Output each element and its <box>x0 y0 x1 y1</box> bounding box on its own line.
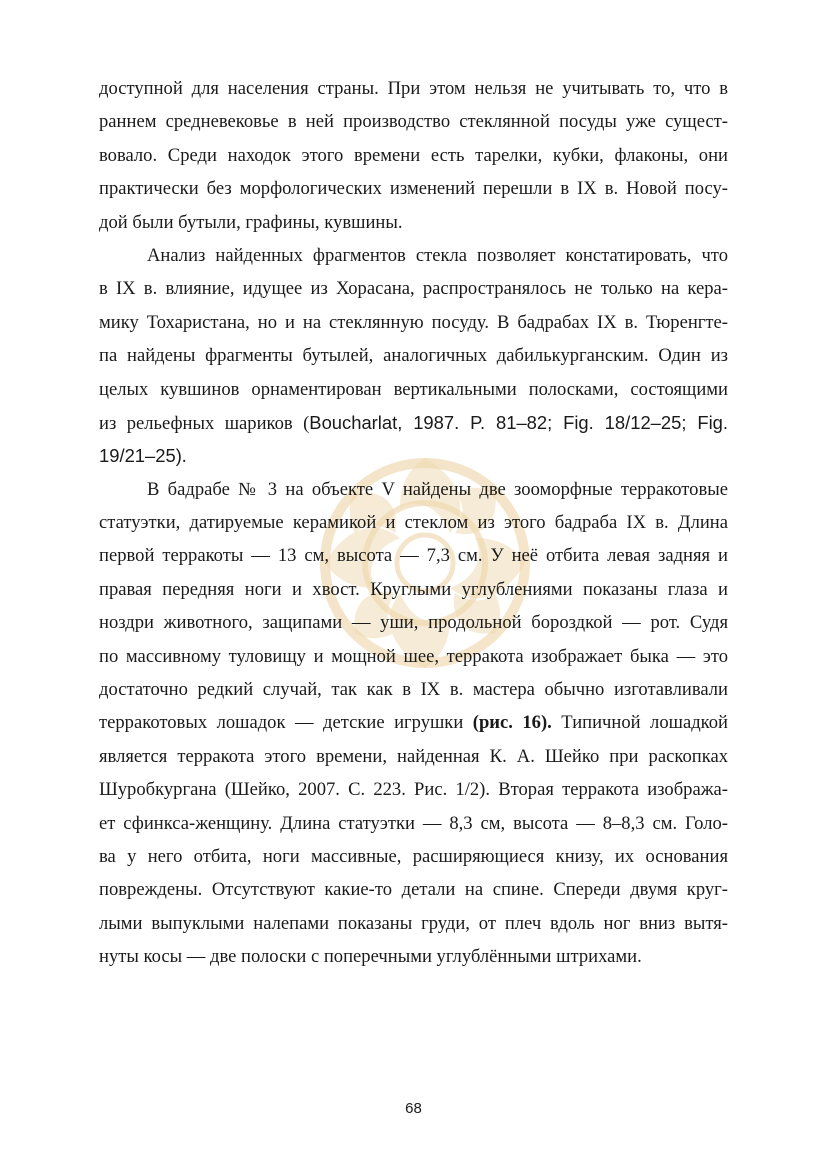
text-line: В бадрабе № 3 на объекте V найдены две зооморфные терракотовые <box>147 478 728 500</box>
text-line: правая передняя ноги и хвост. Круглыми углублениями показаны глаза и <box>99 578 728 600</box>
text-line <box>99 406 728 439</box>
text-line: мику Тохаристана, но и на стеклянную посуду. В бадрабах IX в. Тюренгте- <box>99 311 728 333</box>
text-line: ет сфинкса-женщину. Длина статуэтки — 8,3 см, высота — 8–8,3 см. Голо- <box>99 812 728 834</box>
figure-reference: (рис. 16). <box>472 712 552 734</box>
text-line: целых кувшинов орнаментирован вертикальными полосками, состоящими <box>99 378 728 400</box>
page-number: 68 <box>405 1100 422 1117</box>
text-segment: Типичной лошадкой <box>551 712 729 734</box>
text-line <box>99 439 728 472</box>
text-line: повреждены. Отсутствуют какие-то детали на спине. Спереди двумя круг- <box>99 879 728 901</box>
text-line: вовало. Среди находок этого времени есть тарелки, кубки, флаконы, они <box>99 144 728 166</box>
text-segment: . <box>181 446 187 468</box>
text-line: дой были бутыли, графины, кувшины. <box>99 211 403 233</box>
text-segment: из рельефных шариков ( <box>99 412 310 434</box>
text-line: па найдены фрагменты бутылей, аналогичных дабилькурганским. Один из <box>99 345 728 367</box>
text-line: Анализ найденных фрагментов стекла позволяет констатировать, что <box>147 244 728 266</box>
text-line: Шуробкургана (Шейко, 2007. С. 223. Рис. 1/2). Вторая терракота изобража- <box>99 779 728 801</box>
text-line: нуты косы — две полоски с поперечными углублёнными штрихами. <box>99 946 642 968</box>
text-line: ва у него отбита, ноги массивные, расширяющиеся книзу, их основания <box>99 845 728 867</box>
text-line: первой терракоты — 13 см, высота — 7,3 см. У неё отбита левая задняя и <box>99 545 728 567</box>
text-line: статуэтки, датируемые керамикой и стеклом из этого бадраба IX в. Длина <box>99 512 728 534</box>
text-line: достаточно редкий случай, так как в IX в. мастера обычно изготавливали <box>99 679 728 701</box>
text-line: является терракота этого времени, найденная К. А. Шейко при раскопках <box>99 745 728 767</box>
text-line: практически без морфологических изменений перешли в IX в. Новой посу- <box>99 178 728 200</box>
body-text <box>99 72 728 974</box>
text-line: в IX в. влияние, идущее из Хорасана, распространялось не только на кера- <box>99 278 728 300</box>
text-line: ноздри животного, защипами — уши, продольной бороздкой — рот. Судя <box>99 612 728 634</box>
citation-text: 19/21–25) <box>99 445 182 467</box>
text-line <box>99 706 728 739</box>
text-line: доступной для населения страны. При этом нельзя не учитывать то, что в <box>99 78 728 99</box>
citation-text: Boucharlat, 1987. P. 81–82; Fig. 18/12–25; Fig. <box>309 411 728 433</box>
text-line: раннем средневековье в ней производство стеклянной посуды уже сущест- <box>99 111 728 133</box>
text-line: лыми выпуклыми налепами показаны груди, от плеч вдоль ног вниз вытя- <box>99 912 728 934</box>
text-line: по массивному туловищу и мощной шее, терракота изображает быка — это <box>99 645 728 667</box>
text-segment: терракотовых лошадок — детские игрушки <box>99 712 473 734</box>
